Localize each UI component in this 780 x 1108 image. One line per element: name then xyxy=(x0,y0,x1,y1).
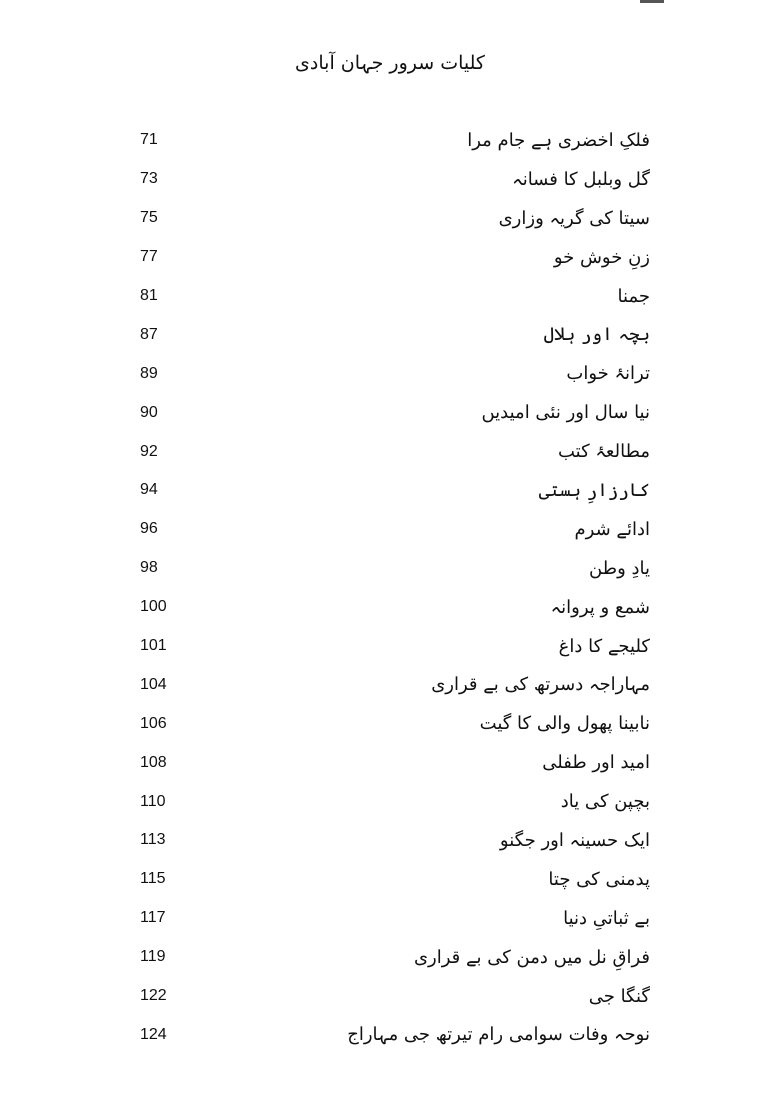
toc-title: یادِ وطن xyxy=(589,557,650,579)
toc-title: ترانۂ خواب xyxy=(566,363,650,385)
toc-title: فراقِ نل میں دمن کی بے قراری xyxy=(413,946,650,968)
toc-title: فلکِ اخضری ہے جام مرا xyxy=(467,129,650,151)
toc-page-number: 94 xyxy=(140,481,158,499)
toc-entry xyxy=(140,588,650,627)
toc-page-number: 124 xyxy=(140,1025,167,1043)
toc-entry xyxy=(140,354,650,393)
toc-page-number: 108 xyxy=(140,753,167,771)
toc-page-number: 89 xyxy=(140,364,158,382)
toc-title: بچہ اور ہلال xyxy=(543,324,650,346)
toc-page-number: 96 xyxy=(140,520,158,538)
toc-entry xyxy=(140,782,650,821)
toc-page-number: 73 xyxy=(140,170,158,188)
table-of-contents xyxy=(140,121,650,1054)
toc-title: امید اور طفلی xyxy=(542,752,650,774)
toc-entry xyxy=(140,121,650,160)
toc-page-number: 92 xyxy=(140,442,158,460)
toc-page-number: 100 xyxy=(140,598,167,616)
toc-page-number: 101 xyxy=(140,637,167,655)
toc-page-number: 90 xyxy=(140,403,158,421)
toc-page-number: 119 xyxy=(140,948,166,966)
toc-title: مطالعۂ کتب xyxy=(557,441,650,463)
toc-title: کارزارِ ہستی xyxy=(538,479,650,501)
toc-title: گنگا جی xyxy=(588,985,650,1007)
toc-title: پدمنی کی چتا xyxy=(548,868,650,890)
toc-title: کلیجے کا داغ xyxy=(558,635,650,657)
page-edge-mark xyxy=(640,0,664,3)
toc-page-number: 77 xyxy=(140,248,158,266)
toc-entry xyxy=(140,315,650,354)
toc-title: بچپن کی یاد xyxy=(560,791,650,813)
toc-entry xyxy=(140,432,650,471)
toc-title: شمع و پروانہ xyxy=(550,596,650,618)
toc-entry xyxy=(140,549,650,588)
toc-entry xyxy=(140,471,650,510)
toc-title: جمنا xyxy=(617,285,650,307)
toc-entry xyxy=(140,160,650,199)
toc-entry xyxy=(140,860,650,899)
toc-entry xyxy=(140,821,650,860)
toc-title: مہاراجہ دسرتھ کی بے قراری xyxy=(431,674,650,696)
toc-entry xyxy=(140,938,650,977)
toc-entry xyxy=(140,704,650,743)
toc-title: سیتا کی گریہ وزاری xyxy=(498,207,650,229)
toc-entry xyxy=(140,743,650,782)
toc-page-number: 113 xyxy=(140,831,166,849)
toc-entry xyxy=(140,510,650,549)
toc-entry xyxy=(140,199,650,238)
toc-page-number: 81 xyxy=(140,287,158,304)
toc-page-number: 117 xyxy=(140,909,166,927)
toc-title: گل وبلبل کا فسانہ xyxy=(512,168,650,190)
toc-entry xyxy=(140,277,650,316)
toc-page-number: 104 xyxy=(140,675,167,693)
toc-title: نوحہ وفات سوامی رام تیرتھ جی مہاراج xyxy=(347,1024,650,1046)
toc-entry xyxy=(140,393,650,432)
toc-entry xyxy=(140,977,650,1016)
toc-title: ایک حسینہ اور جگنو xyxy=(499,829,650,851)
toc-title: نابینا پھول والی کا گیت xyxy=(479,713,650,735)
toc-entry xyxy=(140,627,650,666)
toc-page-number: 75 xyxy=(140,209,158,227)
toc-title: بے ثباتیِ دنیا xyxy=(563,907,650,929)
toc-entry xyxy=(140,238,650,277)
toc-title: زنِ خوش خو xyxy=(553,246,650,268)
page-title: کلیات سرور جہان آبادی xyxy=(295,52,485,74)
toc-page-number: 110 xyxy=(140,792,166,810)
toc-title: نیا سال اور نئی امیدیں xyxy=(481,402,650,424)
toc-title: ادائے شرم xyxy=(574,518,650,540)
toc-entry xyxy=(140,665,650,704)
toc-page-number: 98 xyxy=(140,559,158,577)
toc-page-number: 106 xyxy=(140,714,167,732)
toc-page-number: 71 xyxy=(140,131,158,149)
toc-entry xyxy=(140,899,650,938)
toc-page-number: 87 xyxy=(140,325,158,343)
toc-page-number: 122 xyxy=(140,987,167,1005)
toc-entry xyxy=(140,1015,650,1054)
toc-page-number: 115 xyxy=(140,870,166,888)
